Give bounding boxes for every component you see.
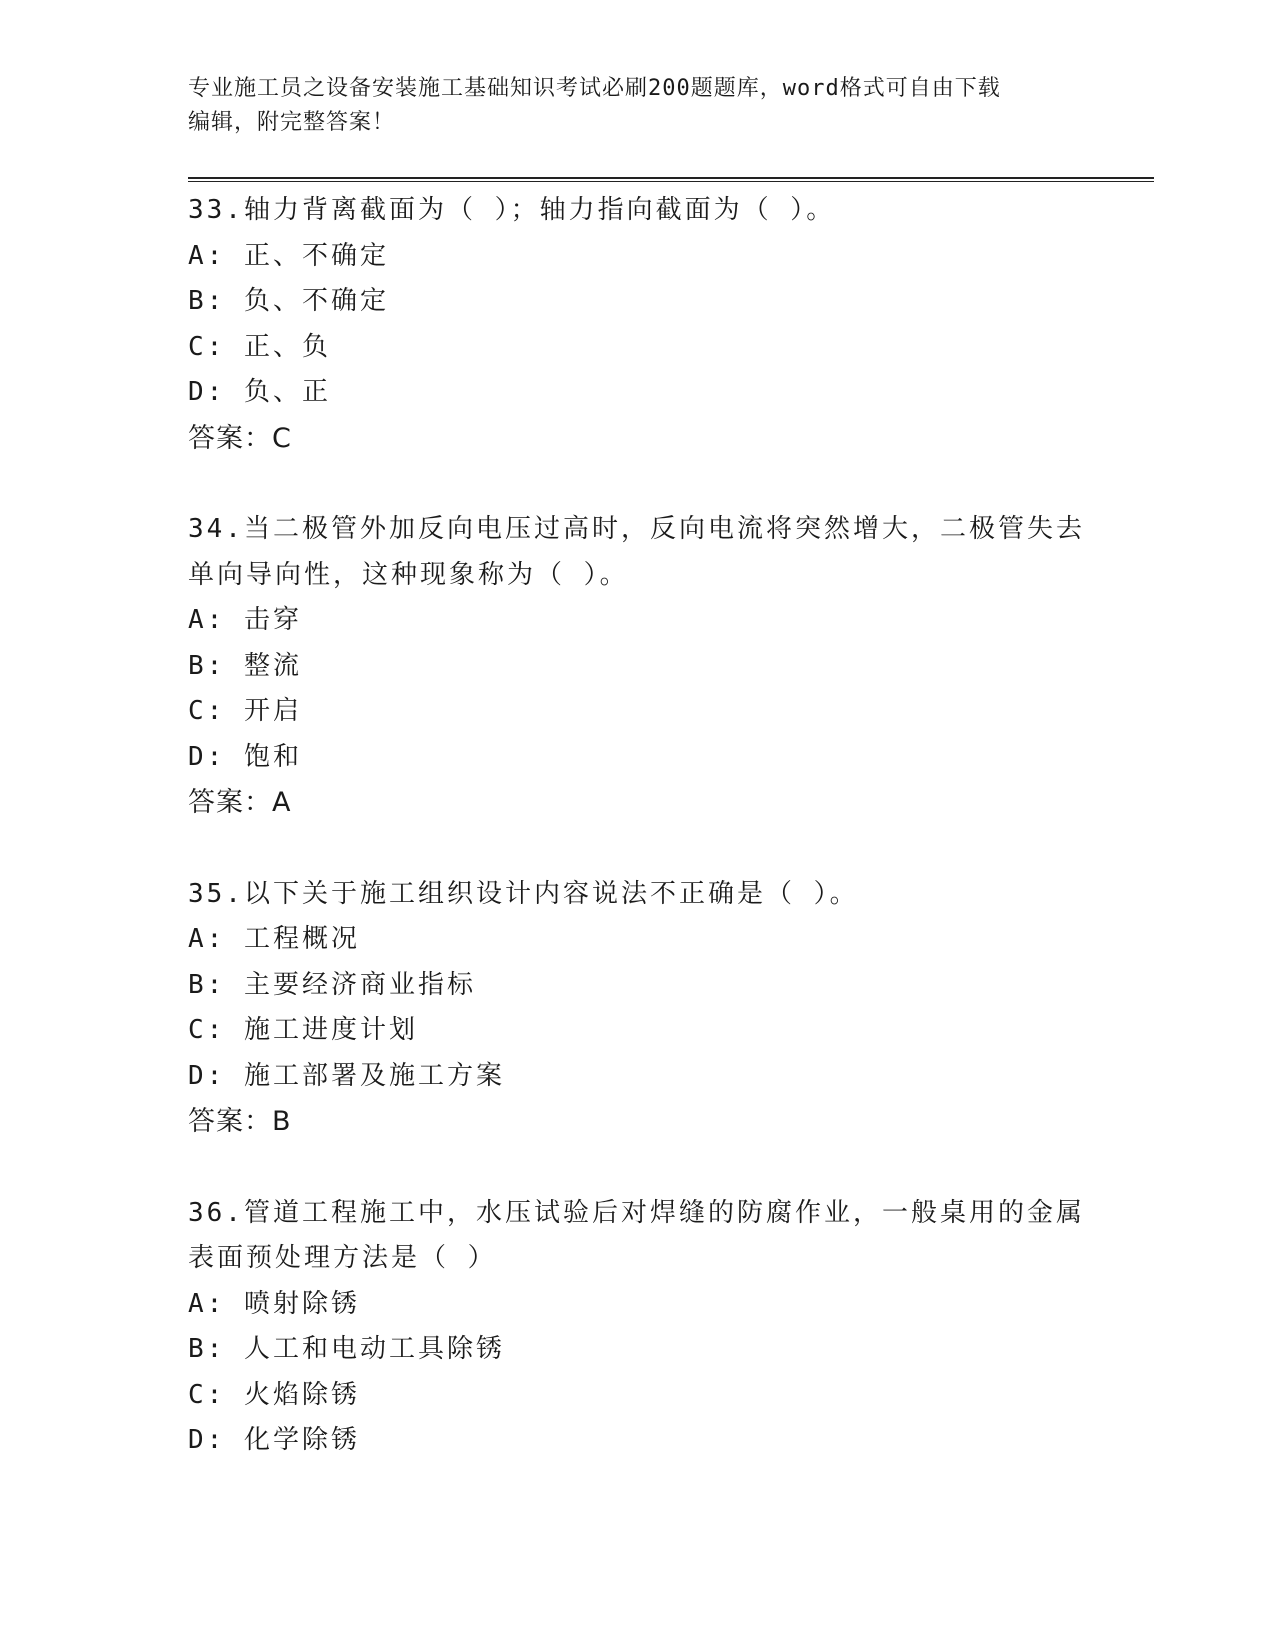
option-b: B: 负、不确定 xyxy=(188,286,389,316)
option-a: A: 正、不确定 xyxy=(188,240,389,271)
option-d: D: 化学除锈 xyxy=(188,1425,360,1455)
question-stem-continued: 表面预处理方法是（ ） xyxy=(188,1243,497,1273)
question-33 xyxy=(188,188,1088,461)
answer-label: 答案：A xyxy=(188,787,292,818)
question-list xyxy=(188,188,1088,1464)
option-c: C: 正、负 xyxy=(188,331,331,362)
answer-label: 答案：B xyxy=(188,1106,292,1137)
header-title-line-1: 专业施工员之设备安装施工基础知识考试必刷200题题库，word格式可自由下载 xyxy=(188,76,1001,101)
option-d: D: 饱和 xyxy=(188,741,302,772)
question-stem: 33.轴力背离截面为（ ）；轴力指向截面为（ ）。 xyxy=(188,195,836,225)
option-c: C: 开启 xyxy=(188,696,302,726)
option-b: B: 主要经济商业指标 xyxy=(188,969,476,1000)
header-title-line-2: 编辑，附完整答案！ xyxy=(188,110,396,135)
question-36 xyxy=(188,1191,1088,1464)
question-spacer xyxy=(188,1145,1088,1191)
question-35 xyxy=(188,872,1088,1145)
question-stem: 36.管道工程施工中，水压试验后对焊缝的防腐作业，一般桌用的金属 xyxy=(188,1197,1085,1228)
header-divider xyxy=(188,177,1154,182)
option-b: B: 整流 xyxy=(188,650,302,681)
option-a: A: 工程概况 xyxy=(188,924,360,954)
option-b: B: 人工和电动工具除锈 xyxy=(188,1334,505,1364)
option-c: C: 施工进度计划 xyxy=(188,1015,418,1045)
option-d: D: 施工部署及施工方案 xyxy=(188,1060,505,1091)
question-stem-continued: 单向导向性，这种现象称为（ ）。 xyxy=(188,559,629,590)
question-stem: 34.当二极管外加反向电压过高时，反向电流将突然增大，二极管失去 xyxy=(188,514,1085,544)
answer-label: 答案：C xyxy=(188,422,292,454)
question-stem: 35.以下关于施工组织设计内容说法不正确是（ ）。 xyxy=(188,878,859,909)
question-spacer xyxy=(188,826,1088,872)
option-d: D: 负、正 xyxy=(188,377,331,407)
option-a: A: 喷射除锈 xyxy=(188,1288,360,1319)
document-header xyxy=(188,72,1068,140)
question-34 xyxy=(188,507,1088,826)
option-c: C: 火焰除锈 xyxy=(188,1379,360,1410)
question-spacer xyxy=(188,461,1088,507)
option-a: A: 击穿 xyxy=(188,605,302,635)
